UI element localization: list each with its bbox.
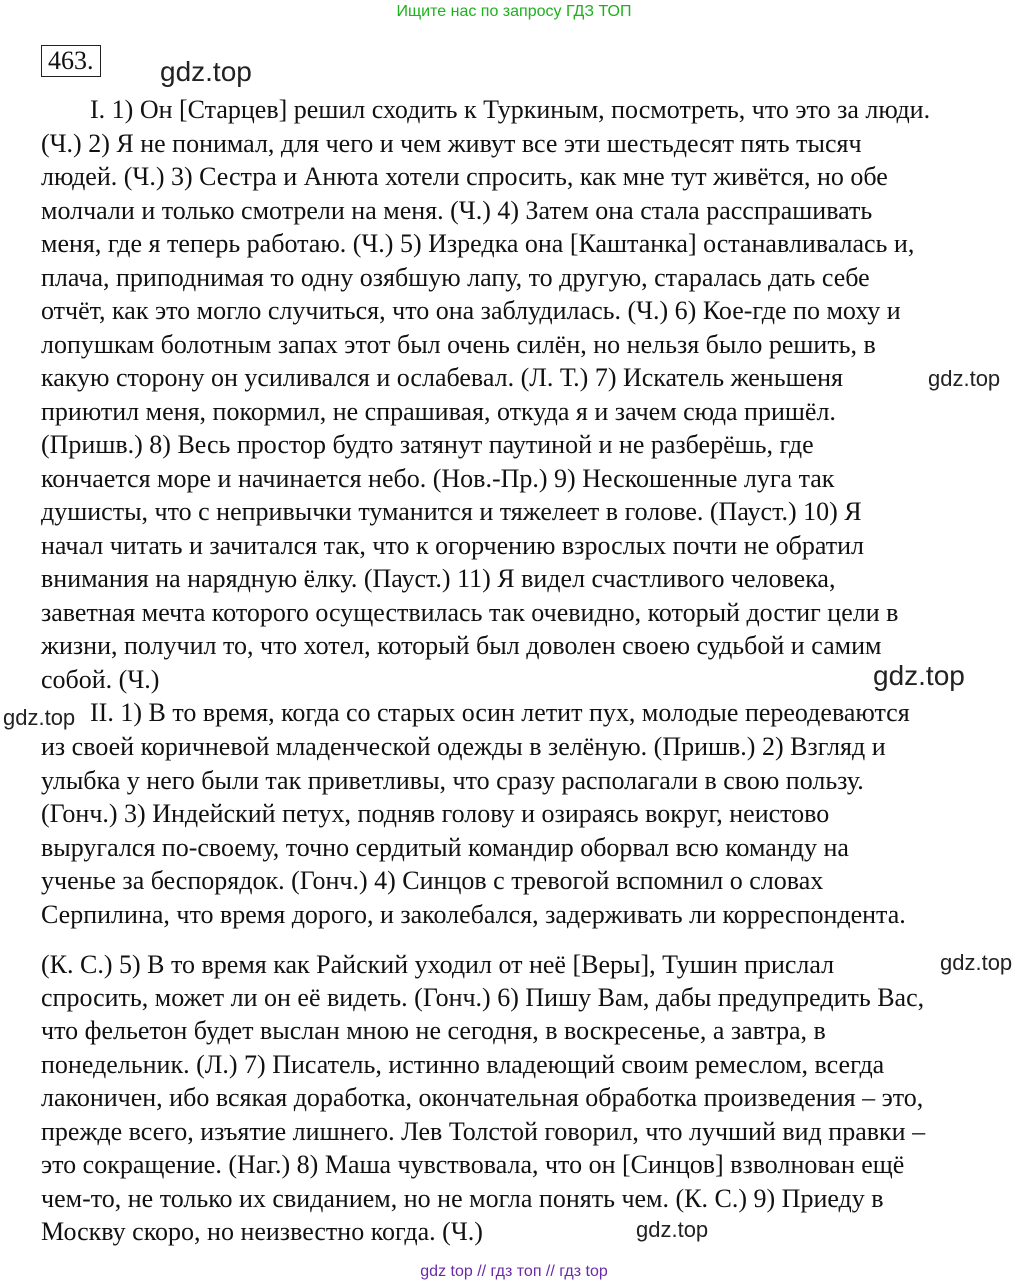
watermark: gdz.top: [928, 366, 1001, 391]
exercise-number: 463.: [41, 45, 101, 77]
text-line: лопушкам болотным запах этот был очень силён, но нельзя было решить, в: [41, 330, 876, 359]
text-line: заветная мечта которого осуществилась так очевидно, который достиг цели в: [41, 598, 899, 627]
text-line: душисты, что с непривычки туманится и тяжелеет в голове. (Пауст.) 10) Я: [41, 497, 862, 526]
text-line: Серпилина, что время дорого, и заколебался, задерживать ли корреспондента.: [41, 900, 906, 929]
watermark: gdz.top: [873, 660, 965, 691]
text-line: спросить, может ли он её видеть. (Гонч.) 6) Пишу Вам, дабы предупредить Вас,: [41, 983, 925, 1012]
text-line: что фельетон будет выслан мною не сегодня, в воскресенье, а завтра, в: [41, 1016, 826, 1045]
text-line: Москву скоро, но неизвестно когда. (Ч.): [41, 1217, 483, 1246]
text-line: какую сторону он усиливался и ослабевал. (Л. Т.) 7) Искатель женьшеня: [41, 363, 844, 392]
text-line: молчали и только смотрели на меня. (Ч.) 4) Затем она стала расспрашивать: [41, 196, 873, 225]
text-line: приютил меня, покормил, не спрашивая, откуда я и зачем сюда пришёл.: [41, 397, 836, 426]
text-line: внимания на нарядную ёлку. (Пауст.) 11) Я видел счастливого человека,: [41, 564, 836, 593]
text-line: лаконичен, ибо всякая доработка, окончательная обработка произведения – это,: [41, 1083, 924, 1112]
text-line: это сокращение. (Наг.) 8) Маша чувствовала, что он [Синцов] взволнован ещё: [41, 1150, 905, 1179]
text-line: плача, приподнимая то одну озябшую лапу, то другую, старалась дать себе: [41, 263, 870, 292]
text-line: (Пришв.) 8) Весь простор будто затянут паутиной и не разберёшь, где: [41, 430, 814, 459]
text-line: понедельник. (Л.) 7) Писатель, истинно владеющий своим ремеслом, всегда: [41, 1050, 885, 1079]
text-line: людей. (Ч.) 3) Сестра и Анюта хотели спросить, как мне тут живётся, но обе: [41, 162, 888, 191]
text-line: отчёт, как это могло случиться, что она заблудилась. (Ч.) 6) Кое-где по моху и: [41, 296, 901, 325]
watermark: gdz.top: [940, 950, 1013, 975]
watermark: gdz.top: [636, 1217, 709, 1242]
text-line: выругался по-своему, точно сердитый командир оборвал всю команду на: [41, 833, 849, 862]
top-banner: Ищите нас по запросу ГДЗ ТОП: [396, 3, 632, 20]
text-line: собой. (Ч.): [41, 665, 160, 694]
watermark: gdz.top: [160, 56, 252, 87]
text-line: II. 1) В то время, когда со старых осин летит пух, молодые переодеваются: [90, 698, 910, 727]
text-line: меня, где я теперь работаю. (Ч.) 5) Изредка она [Каштанка] останавливалась и,: [41, 229, 915, 258]
text-line: из своей коричневой младенческой одежды в зелёную. (Пришв.) 2) Взгляд и: [41, 732, 886, 761]
text-line: ученье за беспорядок. (Гонч.) 4) Синцов с тревогой вспомнил о словах: [41, 866, 824, 895]
watermark: gdz.top: [3, 705, 76, 730]
text-line: начал читать и зачитался так, что к огорчению взрослых почти не обратил: [41, 531, 864, 560]
text-line: улыбка у него были так приветливы, что сразу располагали в свою пользу.: [41, 766, 864, 795]
footer: gdz top // гдз топ // гдз top: [420, 1263, 608, 1280]
text-line: прежде всего, изъятие лишнего. Лев Толстой говорил, что лучший вид правки –: [41, 1117, 926, 1146]
text-line: кончается море и начинается небо. (Нов.-Пр.) 9) Нескошенные луга так: [41, 464, 835, 493]
text-line: (Гонч.) 3) Индейский петух, подняв голову и озираясь вокруг, неистово: [41, 799, 830, 828]
text-line: I. 1) Он [Старцев] решил сходить к Туркиным, посмотреть, что это за люди.: [90, 95, 931, 124]
text-line: (К. С.) 5) В то время как Райский уходил от неё [Веры], Тушин прислал: [41, 950, 835, 979]
text-line: чем-то, не только их свиданием, но не могла понять чем. (К. С.) 9) Приеду в: [41, 1184, 884, 1213]
text-line: (Ч.) 2) Я не понимал, для чего и чем живут все эти шестьдесят пять тысяч: [41, 129, 862, 158]
text-line: жизни, получил то, что хотел, который был доволен своею судьбой и самим: [41, 631, 882, 660]
